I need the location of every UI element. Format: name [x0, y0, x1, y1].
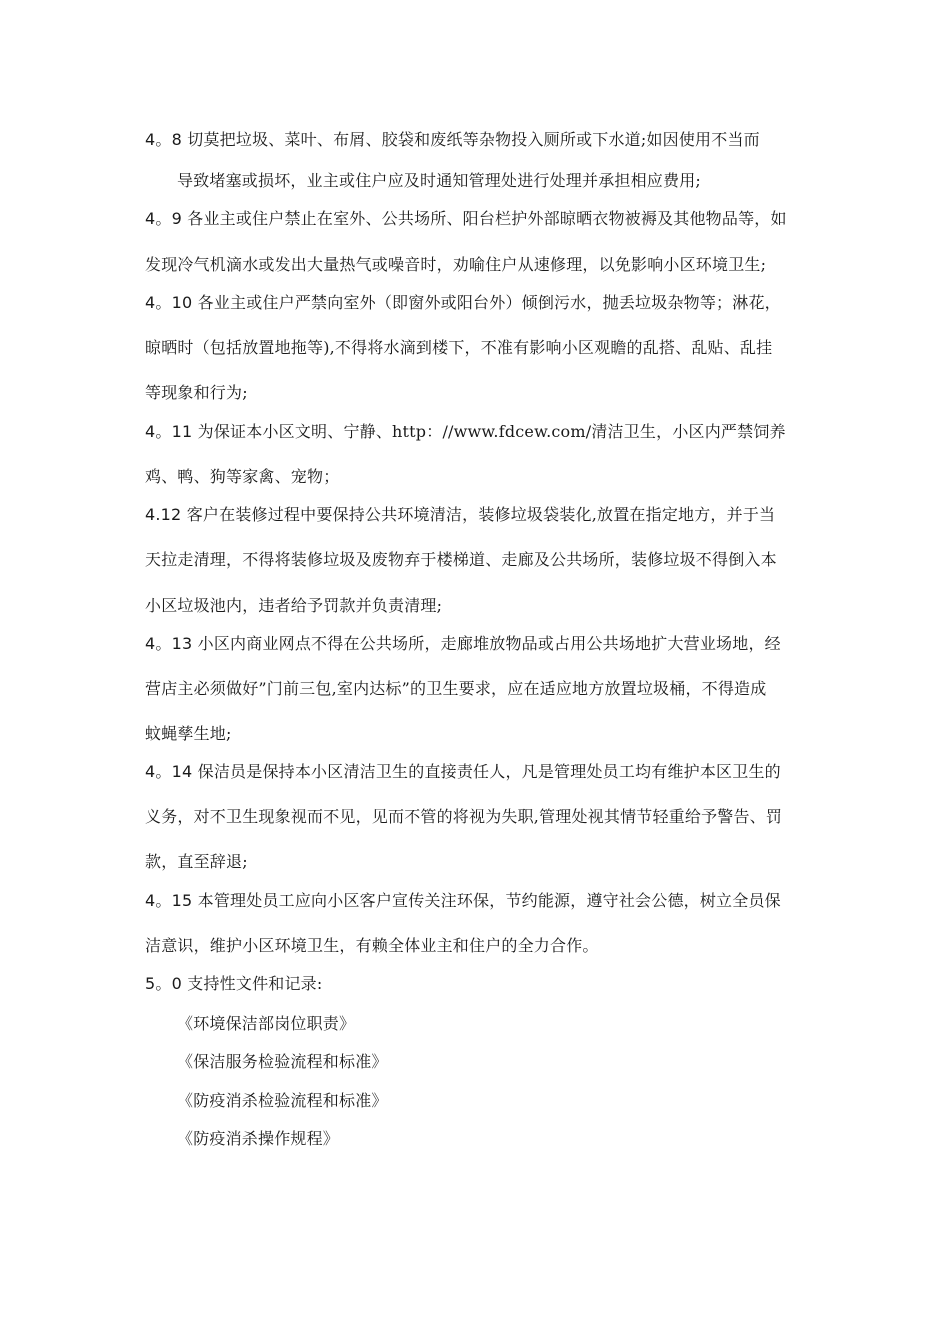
paragraph-line: 鸡、鸭、狗等家禽、宠物； [145, 467, 340, 486]
clause-text: 切莫把垃圾、菜叶、布屑、胶袋和废纸等杂物投入厕所或下水道;如因使用不当而 [187, 130, 760, 149]
paragraph-line: 洁意识，维护小区环境卫生，有赖全体业主和住户的全力合作。 [145, 936, 599, 955]
clause-number: 5。0 [145, 974, 182, 993]
paragraph-line: 营店主必须做好”门前三包,室内达标”的卫生要求，应在适应地方放置垃圾桶，不得造成 [145, 679, 767, 698]
paragraph-line: 天拉走清理，不得将装修垃圾及废物弃于楼梯道、走廊及公共场所，装修垃圾不得倒入本 [145, 550, 777, 569]
clause-number: 4。14 [145, 762, 193, 781]
paragraph-line [145, 127, 760, 150]
paragraph-line: 晾晒时（包括放置地拖等),不得将水滴到楼下，不准有影响小区观瞻的乱搭、乱贴、乱挂 [145, 338, 773, 357]
paragraph-line [145, 888, 781, 911]
clause-number: 4。9 [145, 209, 182, 228]
clause-number: 4。10 [145, 293, 193, 312]
clause-text: 各业主或住户禁止在室外、公共场所、阳台栏护外部晾晒衣物被褥及其他物品等，如 [187, 209, 787, 228]
clause-number: 4.12 [145, 505, 182, 524]
clause-number: 4。11 [145, 422, 193, 441]
supporting-doc-item: 《环境保洁部岗位职责》 [177, 1014, 356, 1033]
paragraph-line: 款，直至辞退; [145, 852, 248, 871]
clause-text: 小区内商业网点不得在公共场所，走廊堆放物品或占用公共场地扩大营业场地，经 [197, 634, 781, 653]
supporting-doc-item: 《保洁服务检验流程和标准》 [177, 1052, 388, 1071]
clause-number: 4。13 [145, 634, 193, 653]
clause-text: 客户在装修过程中要保持公共环境清洁，装修垃圾袋装化,放置在指定地方，并于当 [186, 505, 776, 524]
paragraph-line: 发现冷气机滴水或发出大量热气或噪音时，劝喻住户从速修理，以免影响小区环境卫生; [145, 255, 767, 274]
clause-text: 为保证本小区文明、宁静、http：//www.fdcew.com/清洁卫生，小区内严禁饲养 [197, 422, 786, 441]
paragraph-line [145, 631, 781, 654]
clause-text: 支持性文件和记录: [187, 974, 323, 993]
supporting-doc-item: 《防疫消杀检验流程和标准》 [177, 1091, 388, 1110]
paragraph-line: 蚊蝇孳生地; [145, 724, 232, 743]
paragraph-line [145, 759, 781, 782]
paragraph-line: 义务，对不卫生现象视而不见，见而不管的将视为失职,管理处视其情节轻重给予警告、罚 [145, 807, 783, 826]
paragraph-line [145, 419, 786, 442]
supporting-doc-item: 《防疫消杀操作规程》 [177, 1129, 340, 1148]
paragraph-line [145, 290, 781, 313]
paragraph-line: 等现象和行为; [145, 383, 248, 402]
paragraph-line [145, 502, 775, 525]
paragraph-line: 导致堵塞或损坏，业主或住户应及时通知管理处进行处理并承担相应费用; [177, 171, 701, 190]
section-heading [145, 971, 322, 994]
clause-text: 本管理处员工应向小区客户宣传关注环保，节约能源，遵守社会公德，树立全员保 [197, 891, 781, 910]
paragraph-line: 小区垃圾池内，违者给予罚款并负责清理; [145, 596, 443, 615]
clause-text: 各业主或住户严禁向室外（即窗外或阳台外）倾倒污水，抛丢垃圾杂物等；淋花， [197, 293, 781, 312]
clause-text: 保洁员是保持本小区清洁卫生的直接责任人，凡是管理处员工均有维护本区卫生的 [197, 762, 781, 781]
clause-number: 4。15 [145, 891, 193, 910]
clause-number: 4。8 [145, 130, 182, 149]
paragraph-line [145, 206, 787, 229]
